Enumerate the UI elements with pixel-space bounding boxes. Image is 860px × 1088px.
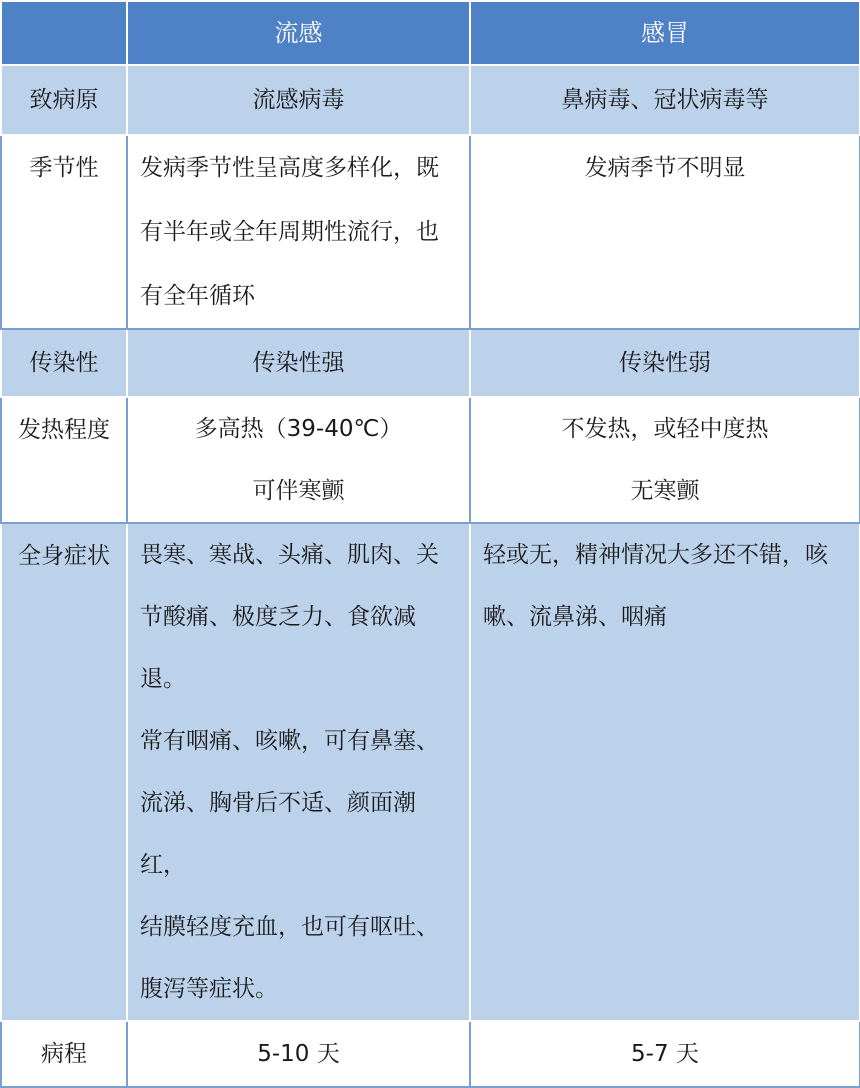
cell-cold-pathogen: 鼻病毒、冠状病毒等: [470, 65, 860, 135]
cell-line: 不发热，或轻中度热: [561, 416, 769, 442]
cell-line: 流涕、胸骨后不适、颜面潮红，: [140, 790, 416, 878]
cell-flu-pathogen: 流感病毒: [127, 65, 470, 135]
cell-line: 结膜轻度充血，也可有呕吐、: [140, 914, 439, 940]
cell-flu-fever: [127, 397, 470, 523]
cell-cold-symptoms: [470, 523, 860, 1021]
cell-line: 轻或无，精神情况大多还不错，咳: [483, 542, 828, 568]
cell-line: 发病季节性呈高度多样化，既: [140, 155, 439, 181]
table-row-fever: [1, 397, 860, 523]
cell-cold-contagion: 传染性弱: [470, 329, 860, 397]
table-row-seasonality: [1, 135, 860, 329]
cell-line: 多高热（39-40℃）: [194, 416, 403, 442]
row-label-fever: 发热程度: [1, 397, 127, 523]
cell-cold-fever: [470, 397, 860, 523]
table-row-pathogen: [1, 65, 860, 135]
cell-line: 常有咽痛、咳嗽，可有鼻塞、: [140, 728, 439, 754]
cell-line: 节酸痛、极度乏力、食欲减退。: [140, 604, 416, 692]
cell-cold-course: 5-7 天: [470, 1021, 860, 1087]
row-label-symptoms: 全身症状: [1, 523, 127, 1021]
cell-line: 腹泻等症状。: [140, 976, 278, 1002]
cell-flu-course: 5-10 天: [127, 1021, 470, 1087]
cell-line: 无寒颤: [630, 478, 700, 504]
row-label-course: 病程: [1, 1021, 127, 1087]
cell-line: 畏寒、寒战、头痛、肌肉、关: [140, 542, 439, 568]
row-label-seasonality: 季节性: [1, 135, 127, 329]
header-cold: 感冒: [470, 1, 860, 65]
cell-flu-contagion: 传染性强: [127, 329, 470, 397]
cell-flu-seasonality: [127, 135, 470, 329]
header-corner-cell: [1, 1, 127, 65]
table-row-symptoms: [1, 523, 860, 1021]
cell-line: 可伴寒颤: [252, 478, 345, 504]
cell-cold-seasonality: 发病季节不明显: [470, 135, 860, 329]
table-row-contagion: [1, 329, 860, 397]
table-header-row: [1, 1, 860, 65]
row-label-contagion: 传染性: [1, 329, 127, 397]
cell-line: 嗽、流鼻涕、咽痛: [483, 604, 667, 630]
cell-flu-symptoms: [127, 523, 470, 1021]
cell-line: 有半年或全年周期性流行，也: [140, 219, 439, 245]
table-row-course: [1, 1021, 860, 1087]
cell-line: 有全年循环: [140, 283, 255, 309]
row-label-pathogen: 致病原: [1, 65, 127, 135]
header-flu: 流感: [127, 1, 470, 65]
